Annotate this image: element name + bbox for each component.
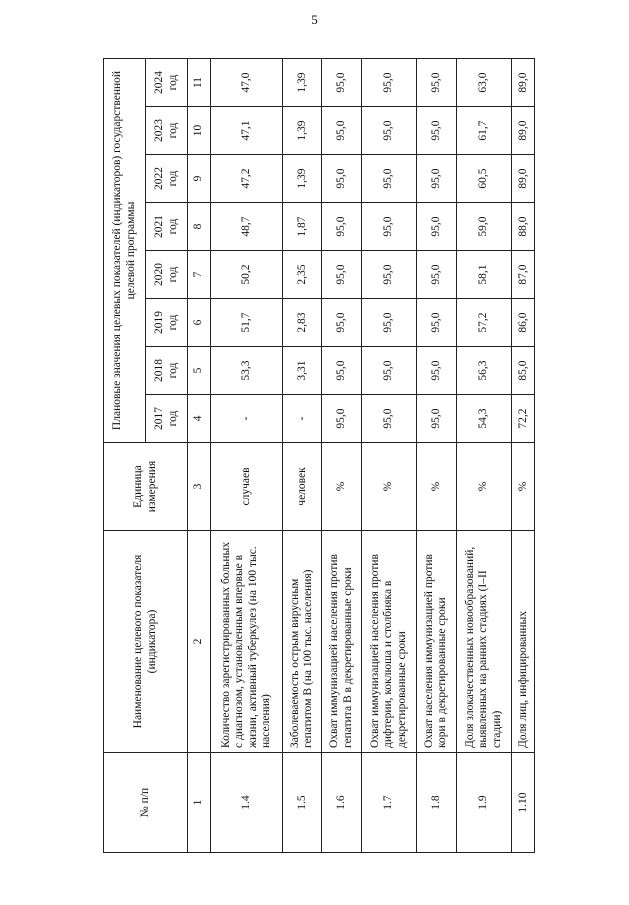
value-cell: 51,7	[211, 299, 283, 347]
value-cell: 56,3	[456, 347, 512, 395]
value-cell: 89,0	[512, 107, 535, 155]
value-cell: 85,0	[512, 347, 535, 395]
column-number: 6	[188, 299, 211, 347]
value-cell: 88,0	[512, 203, 535, 251]
indicator-name: Охват иммунизацией населения против дифтерии, коклюша и столбняка в декретированные сроки	[361, 531, 417, 753]
table-row	[512, 59, 535, 853]
header-plan-values: Плановые значения целевых показателей (индикаторов) государственной целевой программы	[104, 59, 146, 443]
value-cell: 95,0	[322, 251, 361, 299]
table-row	[283, 59, 322, 853]
column-number: 11	[188, 59, 211, 107]
value-cell: 95,0	[361, 395, 417, 443]
unit-cell: %	[512, 443, 535, 531]
value-cell: 95,0	[417, 107, 456, 155]
row-number: 1.8	[417, 753, 456, 853]
indicator-name: Охват населения иммунизацией против кори в декретированные сроки	[417, 531, 456, 753]
header-year: 2020 год	[146, 251, 188, 299]
column-number: 9	[188, 155, 211, 203]
value-cell: 95,0	[322, 395, 361, 443]
value-cell: 1,87	[283, 203, 322, 251]
value-cell: 58,1	[456, 251, 512, 299]
value-cell: 53,3	[211, 347, 283, 395]
value-cell: 47,2	[211, 155, 283, 203]
unit-cell: случаев	[211, 443, 283, 531]
column-number: 8	[188, 203, 211, 251]
unit-cell: %	[322, 443, 361, 531]
column-number: 7	[188, 251, 211, 299]
value-cell: -	[283, 395, 322, 443]
unit-cell: %	[456, 443, 512, 531]
value-cell: 95,0	[322, 59, 361, 107]
table-row	[417, 59, 456, 853]
indicator-name: Доля лиц, инфицированных	[512, 531, 535, 753]
header-year: 2023 год	[146, 107, 188, 155]
value-cell: 47,1	[211, 107, 283, 155]
indicator-name: Количество зарегистрированных больных с диагнозом, установленным впервые в жизни, активный туберкулез (на 100 тыс. населения)	[211, 531, 283, 753]
value-cell: 86,0	[512, 299, 535, 347]
value-cell: 48,7	[211, 203, 283, 251]
value-cell: 50,2	[211, 251, 283, 299]
value-cell: 95,0	[417, 203, 456, 251]
value-cell: 95,0	[322, 155, 361, 203]
table-row	[322, 59, 361, 853]
indicator-name: Охват иммунизацией населения против гепатита В в декретированные сроки	[322, 531, 361, 753]
rotated-table-container	[103, 61, 535, 853]
value-cell: 95,0	[322, 347, 361, 395]
value-cell: 3,31	[283, 347, 322, 395]
indicator-name: Заболеваемость острым вирусным гепатитом В (на 100 тыс. населения)	[283, 531, 322, 753]
indicator-name: Доля злокачественных новообразований, выявленных на ранних стадиях (I–II стадии)	[456, 531, 512, 753]
value-cell: 95,0	[417, 59, 456, 107]
value-cell: 1,39	[283, 155, 322, 203]
row-number: 1.4	[211, 753, 283, 853]
value-cell: -	[211, 395, 283, 443]
value-cell: 54,3	[456, 395, 512, 443]
value-cell: 95,0	[361, 251, 417, 299]
value-cell: 1,39	[283, 107, 322, 155]
column-number: 1	[188, 753, 211, 853]
value-cell: 63,0	[456, 59, 512, 107]
page-number: 5	[311, 12, 318, 27]
row-number: 1.5	[283, 753, 322, 853]
value-cell: 95,0	[361, 107, 417, 155]
column-number: 5	[188, 347, 211, 395]
value-cell: 95,0	[417, 251, 456, 299]
row-number: 1.10	[512, 753, 535, 853]
header-year: 2017 год	[146, 395, 188, 443]
value-cell: 95,0	[322, 203, 361, 251]
header-year: 2024 год	[146, 59, 188, 107]
value-cell: 87,0	[512, 251, 535, 299]
column-number: 3	[188, 443, 211, 531]
value-cell: 95,0	[417, 395, 456, 443]
value-cell: 95,0	[417, 347, 456, 395]
row-number: 1.7	[361, 753, 417, 853]
value-cell: 72,2	[512, 395, 535, 443]
value-cell: 1,39	[283, 59, 322, 107]
value-cell: 95,0	[361, 155, 417, 203]
indicators-table	[103, 58, 535, 853]
unit-cell: человек	[283, 443, 322, 531]
value-cell: 89,0	[512, 155, 535, 203]
row-number: 1.9	[456, 753, 512, 853]
value-cell: 95,0	[361, 347, 417, 395]
header-year: 2018 год	[146, 347, 188, 395]
table-row	[211, 59, 283, 853]
column-number: 2	[188, 531, 211, 753]
value-cell: 95,0	[361, 299, 417, 347]
header-unit: Единица измерения	[104, 443, 188, 531]
table-row	[456, 59, 512, 853]
header-indicator-name: Наименование целевого показателя (индикатора)	[104, 531, 188, 753]
header-year: 2022 год	[146, 155, 188, 203]
value-cell: 89,0	[512, 59, 535, 107]
row-number: 1.6	[322, 753, 361, 853]
header-year: 2021 год	[146, 203, 188, 251]
value-cell: 2,83	[283, 299, 322, 347]
unit-cell: %	[417, 443, 456, 531]
value-cell: 95,0	[417, 155, 456, 203]
value-cell: 61,7	[456, 107, 512, 155]
value-cell: 95,0	[322, 107, 361, 155]
value-cell: 60,5	[456, 155, 512, 203]
value-cell: 95,0	[361, 59, 417, 107]
value-cell: 59,0	[456, 203, 512, 251]
table-row	[361, 59, 417, 853]
value-cell: 2,35	[283, 251, 322, 299]
header-year: 2019 год	[146, 299, 188, 347]
header-number: № п/п	[104, 753, 188, 853]
column-number: 10	[188, 107, 211, 155]
value-cell: 95,0	[322, 299, 361, 347]
value-cell: 57,2	[456, 299, 512, 347]
value-cell: 95,0	[361, 203, 417, 251]
unit-cell: %	[361, 443, 417, 531]
value-cell: 95,0	[417, 299, 456, 347]
value-cell: 47,0	[211, 59, 283, 107]
column-number: 4	[188, 395, 211, 443]
